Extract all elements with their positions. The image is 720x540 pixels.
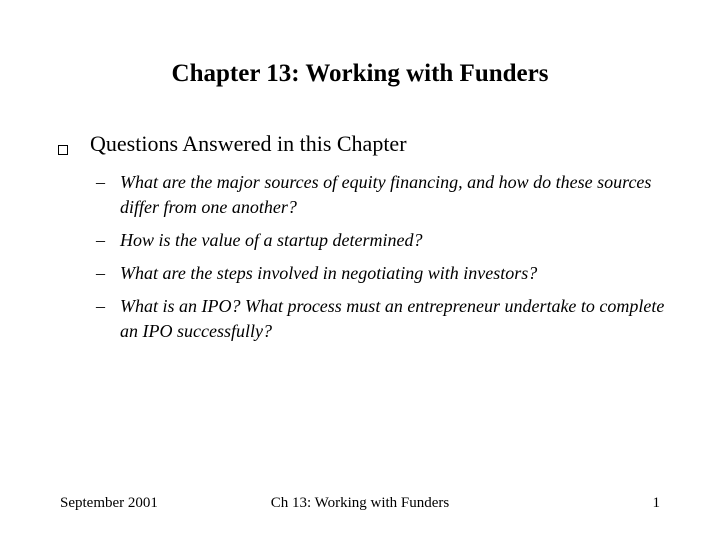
footer-date: September 2001: [60, 495, 158, 511]
footer-center: Ch 13: Working with Funders: [270, 495, 450, 511]
sub-item: [96, 170, 666, 220]
bullet-square-icon: [58, 145, 68, 155]
slide-title: Chapter 13: Working with Funders: [171, 60, 549, 87]
dash: –: [96, 296, 105, 316]
bullet-heading: Questions Answered in this Chapter: [90, 131, 407, 156]
sub-item: [96, 261, 666, 286]
footer-page-number: 1: [652, 495, 660, 511]
sub-item-text: What are the major sources of equity financing, and how do these sources differ from one another?: [120, 172, 652, 217]
sub-item: [96, 294, 666, 344]
sub-item-text: What is an IPO? What process must an entrepreneur undertake to complete an IPO successfully?: [120, 296, 665, 341]
sub-item-text: What are the steps involved in negotiating with investors?: [120, 263, 538, 283]
sub-item-text: How is the value of a startup determined?: [120, 230, 423, 250]
sub-item: [96, 228, 666, 253]
dash: –: [96, 263, 105, 283]
dash: –: [96, 172, 105, 192]
dash: –: [96, 230, 105, 250]
